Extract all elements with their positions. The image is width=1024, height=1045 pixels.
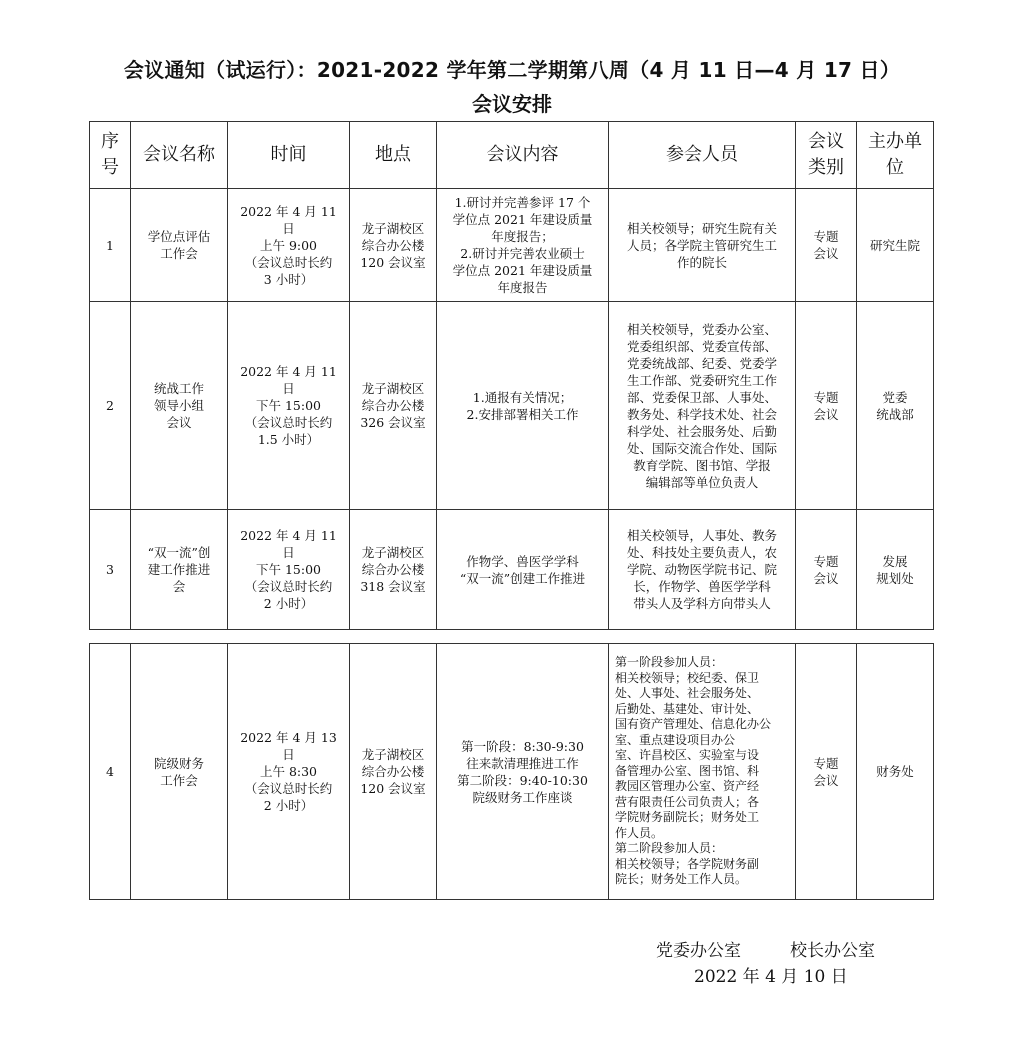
schedule-table [89,121,934,630]
row-no: 2 [90,302,131,510]
meeting-name: “双一流”创 建工作推进 会 [131,510,228,630]
meeting-content: 第一阶段：8:30-9:30 往来款清理推进工作 第二阶段：9:40-10:30 院级财务工作座谈 [437,644,609,900]
meeting-name: 院级财务 工作会 [131,644,228,900]
meeting-attendees: 相关校领导；研究生院有关 人员；各学院主管研究生工 作的院长 [609,189,796,302]
meeting-time: 2022 年 4 月 11 日 上午 9:00 （会议总时长约 3 小时） [228,189,350,302]
meeting-host: 研究生院 [857,189,934,302]
meeting-content: 1.通报有关情况； 2.安排部署相关工作 [437,302,609,510]
meeting-time: 2022 年 4 月 11 日 下午 15:00 （会议总时长约 1.5 小时） [228,302,350,510]
table-row [90,189,934,302]
table-header-row [90,122,934,189]
meeting-attendees: 相关校领导，人事处、教务 处、科技处主要负责人，农 学院、动物医学院书记、院 长，作物学、兽医学学科 带头人及学科方向带头人 [609,510,796,630]
table-row [90,644,934,900]
header-no: 序 号 [90,122,131,189]
meeting-place: 龙子湖校区 综合办公楼 120 会议室 [350,189,437,302]
header-type: 会议 类别 [796,122,857,189]
meeting-attendees: 第一阶段参加人员： 相关校领导；校纪委、保卫 处、人事处、社会服务处、 后勤处、基建处、审计处、 国有资产管理处、信息化办公 室、重点建设项目办公 室、许昌校区、实验室与设 备管理办公室、图书馆、科 教园区管理办公室、资产经 营有限责任公司负责人；各 学院财务副院长；财务处工 作人员。 第二阶段参加人员： 相关校领导；各学院财务副 院长；财务处工作人员。 [609,644,796,900]
header-time: 时间 [228,122,350,189]
meeting-host: 发展 规划处 [857,510,934,630]
header-host: 主办单 位 [857,122,934,189]
meeting-type: 专题 会议 [796,302,857,510]
meeting-type: 专题 会议 [796,510,857,630]
meeting-content: 作物学、兽医学学科 “双一流”创建工作推进 [437,510,609,630]
signature-date: 2022 年 4 月 10 日 [694,967,848,987]
header-people: 参会人员 [609,122,796,189]
schedule-table-continued [89,643,934,900]
document-title: 会议通知（试运行）：2021-2022 学年第二学期第八周（4 月 11 日—4 月 17 日） [123,58,901,82]
signature-office-party: 党委办公室 [656,941,741,961]
meeting-type: 专题 会议 [796,189,857,302]
meeting-place: 龙子湖校区 综合办公楼 120 会议室 [350,644,437,900]
row-no: 3 [90,510,131,630]
meeting-type: 专题 会议 [796,644,857,900]
document-subtitle: 会议安排 [472,92,552,116]
meeting-place: 龙子湖校区 综合办公楼 318 会议室 [350,510,437,630]
meeting-place: 龙子湖校区 综合办公楼 326 会议室 [350,302,437,510]
meeting-host: 财务处 [857,644,934,900]
meeting-host: 党委 统战部 [857,302,934,510]
signature-office-president: 校长办公室 [790,941,875,961]
table-row [90,510,934,630]
meeting-content: 1.研讨并完善参评 17 个 学位点 2021 年建设质量 年度报告； 2.研讨并完善农业硕士 学位点 2021 年建设质量 年度报告 [437,189,609,302]
meeting-name: 学位点评估 工作会 [131,189,228,302]
header-name: 会议名称 [131,122,228,189]
meeting-time: 2022 年 4 月 13 日 上午 8:30 （会议总时长约 2 小时） [228,644,350,900]
meeting-name: 统战工作 领导小组 会议 [131,302,228,510]
meeting-attendees: 相关校领导，党委办公室、 党委组织部、党委宣传部、 党委统战部、纪委、党委学 生工作部、党委研究生工作 部、党委保卫部、人事处、 教务处、科学技术处、社会 科学处、社会服务处、后勤 处、国际交流合作处、国际 教育学院、图书馆、学报 编辑部等单位负责人 [609,302,796,510]
header-content: 会议内容 [437,122,609,189]
row-no: 4 [90,644,131,900]
header-place: 地点 [350,122,437,189]
table-row [90,302,934,510]
row-no: 1 [90,189,131,302]
meeting-time: 2022 年 4 月 11 日 下午 15:00 （会议总时长约 2 小时） [228,510,350,630]
